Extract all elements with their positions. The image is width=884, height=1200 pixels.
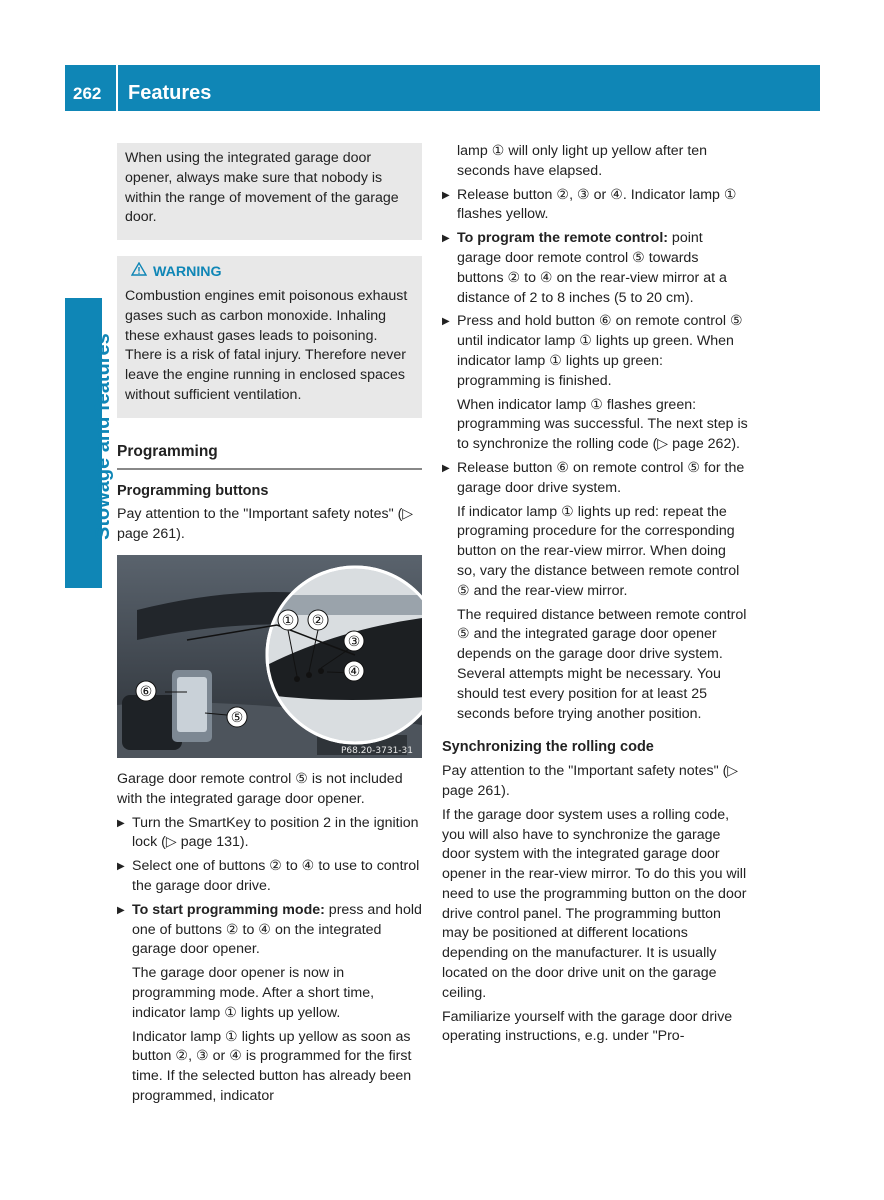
header-divider [116, 65, 118, 111]
indicator-yellow-text: Indicator lamp ① lights up yellow as soon as button ②, ③ or ④ is programmed for the first time. If the selected button has already been programmed, indicator [132, 1028, 412, 1104]
callout-4: ④ [347, 663, 361, 680]
familiarize-paragraph: Familiarize yourself with the garage door drive operating instructions, e.g. under "Pro- [442, 1008, 733, 1045]
left-column [117, 143, 422, 1111]
step-turn-smartkey: ▶ Turn the SmartKey to position 2 in the ignition lock (▷ page 131). [117, 814, 422, 854]
step-text: press and hold one of buttons ② to ④ on the integrated garage door opener. [132, 901, 422, 958]
side-section-label: Stowage and features [92, 333, 114, 540]
subsection-heading: Programming buttons [117, 482, 269, 499]
note-text: When using the integrated garage door opener, always make sure that nobody is within the range of movement of the garage door. [125, 150, 399, 226]
safety-reference-2: Pay attention to the "Important safety notes" (▷ page 261). [442, 763, 739, 799]
step-bold-label: To start programming mode: [132, 901, 325, 918]
callout-6: ⑥ [139, 683, 153, 700]
step-start-programming [117, 901, 422, 960]
warning-title: WARNING [153, 264, 222, 281]
warning-heading [125, 262, 414, 283]
step-release-remote: ▶ Release button ⑥ on remote control ⑤ for the garage door drive system. [442, 459, 748, 499]
figure-caption: Garage door remote control ⑤ is not included with the integrated garage door opener. [117, 770, 403, 807]
right-column [442, 142, 748, 1051]
flashes-green-text: When indicator lamp ① flashes green: programming was successful. The next step is to synchronize the rolling code (▷ page 262). [457, 396, 748, 453]
continued-text: lamp ① will only light up yellow after ten seconds have elapsed. [457, 143, 708, 179]
mirror-illustration [117, 555, 422, 758]
callout-2: ② [311, 612, 325, 629]
step-release-button: ▶ Release button ②, ③ or ④. Indicator lamp ① flashes yellow. [442, 186, 748, 226]
step-press-hold: ▶ Press and hold button ⑥ on remote control ⑤ until indicator lamp ① lights up green. When indicator lamp ① lights up green: programming is finished. [442, 312, 748, 391]
step-bold-label: To program the remote control: [457, 230, 668, 247]
figure-code: P68.20-3731-31 [340, 745, 413, 756]
callout-1: ① [281, 612, 295, 629]
warning-box [117, 256, 422, 418]
callout-3: ③ [347, 633, 361, 650]
mirror-photo [117, 555, 422, 758]
programming-mode-text: The garage door opener is now in programming mode. After a short time, indicator lamp ① lights up yellow. [132, 965, 375, 1021]
distance-text: The required distance between remote control ⑤ and the integrated garage door opener depends on the garage door drive system. Several attempts might be necessary. You should test every position for at least 25 seconds before trying another position. [457, 606, 747, 722]
page-number: 262 [73, 84, 102, 103]
lights-red-text: If indicator lamp ① lights up red: repeat the programing procedure for the corresponding button on the rear-view mirror. When doing so, vary the distance between remote control ⑤ and the rear-view mirror. [457, 503, 740, 599]
section-heading: Programming [117, 442, 422, 470]
safety-reference: Pay attention to the "Important safety notes" (▷ page 261). [117, 506, 414, 543]
rolling-code-paragraph: If the garage door system uses a rolling code, you will also have to synchronize the garage door system with the integrated garage door opener in the rear-view mirror. To do this you will need to use the programming button on the door drive control panel. The programming button may be positioned at different locations depending on the manufacturer. It is usually located on the door drive unit on the garage ceiling. [442, 806, 747, 1001]
warning-triangle-icon [131, 262, 147, 283]
subsection-heading-rolling-code: Synchronizing the rolling code [442, 739, 654, 756]
step-program-remote [442, 229, 748, 308]
note-box [117, 143, 422, 240]
warning-text: Combustion engines emit poisonous exhaust gases such as carbon monoxide. Inhaling these exhaust gases leads to poisoning. There is a risk of fatal injury. Therefore never leave the engine running in enclosed spaces without sufficient ventilation. [125, 287, 408, 403]
callout-5: ⑤ [230, 709, 244, 726]
step-text: point garage door remote control ⑤ towards buttons ② to ④ on the rear-view mirror at a distance of 2 to 8 inches (5 to 20 cm). [457, 230, 727, 306]
page-title: Features [128, 82, 212, 104]
step-select-button: ▶ Select one of buttons ② to ④ to use to control the garage door drive. [117, 857, 422, 897]
